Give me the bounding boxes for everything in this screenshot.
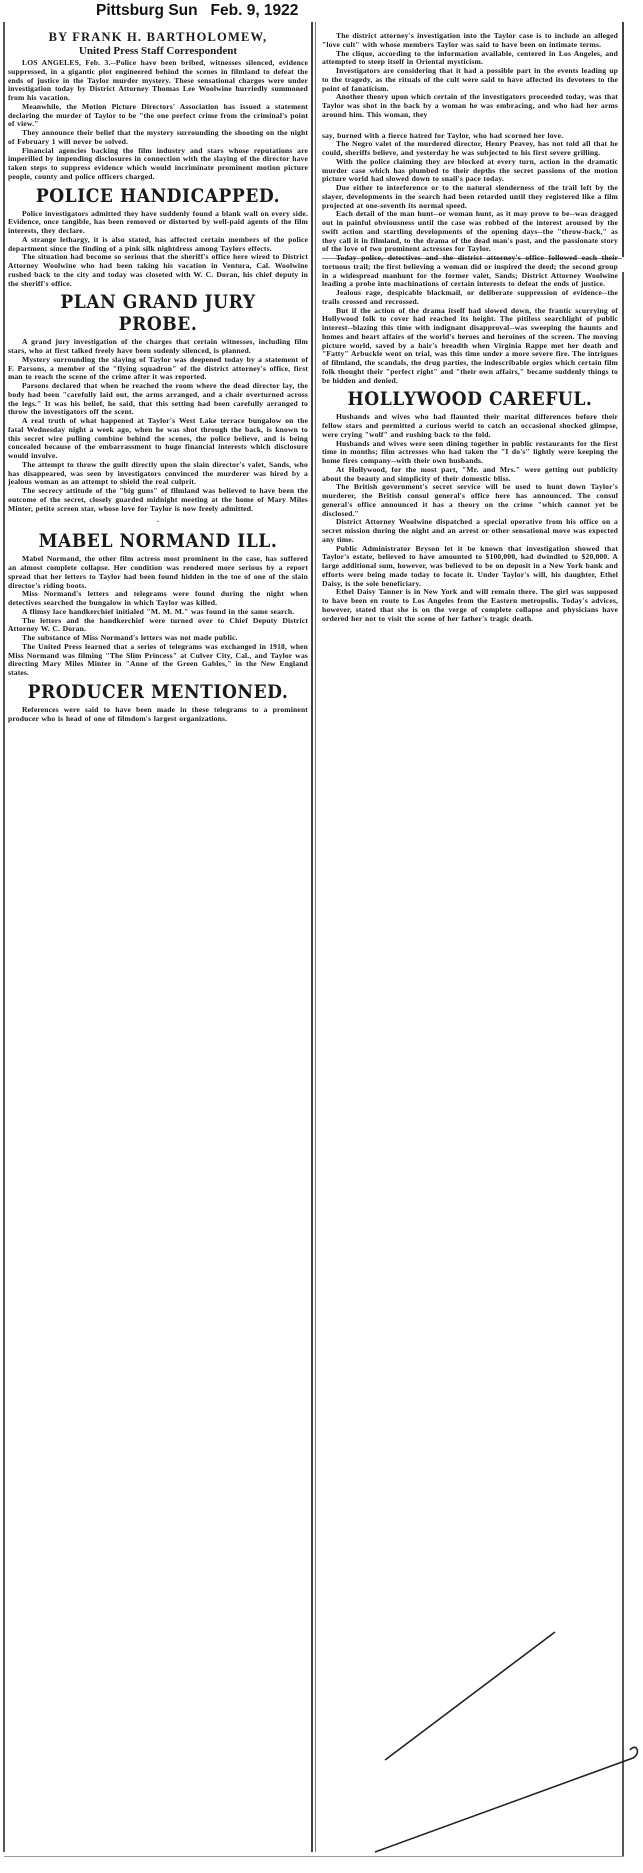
article-paragraph: A grand jury investigation of the charges that certain witnesses, including film stars, who at first talked freely have been sudenly silenced, is planned. [8, 337, 308, 355]
article-paragraph: Parsons declared that when he reached the room where the dead director lay, the body had been "carefully laid out, the arms arranged, and a chair overturned across the legs." It was his belief, he said, that this setting had been carefully arranged to throw the investigators off the scent. [8, 381, 308, 417]
byline-credit: United Press Staff Correspondent [78, 45, 238, 57]
article-paragraph: Ethel Daisy Tanner is in New York and will remain there. The girl was supposed to have been en route to Los Angeles from the Eastern metropolis. Today's advices, however, stated that she is on the verge of complete collapse and physicians have ordered her not to visit the scene of her father's tragic death. [322, 587, 618, 623]
article-paragraph: The British government's secret service will be used to hunt down Taylor's murderer, the British consul general's office here has announced. The consul general's office announced it has a theory on the crime "which cannot yet be disclosed." [322, 482, 618, 518]
article-paragraph: The district attorney's investigation into the Taylor case is to include an alleged "love cult" with whose members Taylor was said to have been on intimate terms. [322, 31, 618, 49]
column-rule-left [3, 22, 5, 1852]
newspaper-clipping [0, 22, 643, 1873]
article-paragraph: Miss Normand's letters and telegrams were found during the night when detectives searched the bungalow in which Taylor was killed. [8, 589, 308, 607]
article-paragraph: Due either to interference or to the natural slenderness of the trail left by the slayer, developments in the search had been retarded until they registered like a film projected at one-seventh its normal speed. [322, 183, 618, 210]
article-paragraph: The situation had become so serious that the sheriff's office here wired to District Attorney Woolwine who had been taking his vacation in Ventura, Cal. Woolwine rushed back to the city and today was closeted with W. C. Doran, his chief deputy in the sheriff's office. [8, 252, 308, 288]
masthead [0, 2, 643, 24]
article-paragraph: They announce their belief that the mystery surrounding the shooting on the night of February 1 will never be solved. [8, 128, 308, 146]
column-break-gap [322, 120, 618, 132]
column-rule-middle-thin [315, 22, 316, 1852]
column-rule-right-top [622, 22, 624, 257]
article-paragraph: Jealous rage, despicable blackmail, or deliberate suppression of evidence--the trails crossed and recrossed. [322, 288, 618, 306]
article-paragraph: A strange lethargy, it is also stated, has affected certain members of the police department since the finding of a pink silk nightdress among Taylors effects. [8, 234, 308, 253]
article-paragraph: Financial agencies backing the film industry and stars whose reputations are imperilled by impending disclosures in connection with the slaying of the director have taken steps to suppress evidence which would incriminate prominent motion picture people, county and police officers charged. [8, 145, 308, 181]
column-rule-right [622, 272, 624, 1857]
article-column-left [8, 22, 308, 1837]
article-paragraph: But if the action of the drama itself had slowed down, the frantic scurrying of Hollywood folk to cover had reached its height. The pitiless searchlight of public interest--blazing this time with indignant disapproval--was sweeping the haunts and homes and heart affairs of the world's heroes and heroines of the screen. The moving picture world, saved by a hair's breadth when Virginia Rappe met her death and "Fatty" Arbuckle went on trial, was this time under a more severe fire. The intrigues of filmland, the scandals, the drug parties, the indescribable orgies which certain film folk thought their "perfect right" and "their own affairs," became suddenly things to be hidden and denied. [322, 305, 618, 385]
article-paragraph: Mystery surrounding the slaying of Taylor was deepened today by a statement of F. Parsons, a member of the "flying squadron" of the district attorney's office, first man to reach the scene of the crime after it was reported. [8, 354, 308, 382]
masthead-label [96, 2, 298, 20]
article-paragraph: Husbands and wives who had flaunted their marital differences before their fellow stars and permitted a curious world to catch an occasional shocked glimpse, were crying "wolf" and rushing back to the fold. [322, 412, 618, 439]
section-headline: PRODUCER MENTIONED. [27, 680, 289, 703]
article-paragraph: The United Press learned that a series of telegrams was exchanged in 1918, when Miss Normand was filming "The Slim Princess" at Culver City, Cal., and Taylor was directing Mary Miles Minter in "Anne of the Green Gables," in the New England states. [8, 641, 308, 677]
left-column-body [8, 59, 308, 723]
article-paragraph: Meanwhile, the Motion Picture Directors' Association has issued a statement declaring the murder of Taylor to be "the one perfect crime from the criminal's point of view." [8, 101, 308, 129]
article-paragraph: Investigators are considering that it had a possible part in the events leading up to the tragedy, as the rituals of the cult were said to have affected its devotees to the point of fanaticism. [322, 66, 618, 93]
column-rule-middle [311, 22, 313, 1852]
article-paragraph: With the police claiming they are blocked at every turn, action in the dramatic murder case which has plumbed to their depths the secret passions of the motion picture world had slowed down to snail's pace today. [322, 156, 618, 184]
article-paragraph: Each detail of the man hunt--or woman hunt, as it may prove to be--was dragged out in painful obviousness until the case was robbed of the interest aroused by the swift action and startling developments of the opening days--the "throw-back," as they call it in filmland, to the drama of the dead man's past, and the passionate story of the love of two prominent actresses for Taylor. [322, 209, 618, 254]
article-paragraph: The attempt to throw the guilt directly upon the slain director's valet, Sands, who has disappeared, was seen by investigators convinced the murderer was hired by a jealous woman as an attempt to shield the real culprit. [8, 459, 308, 487]
article-column-right [322, 22, 618, 1857]
article-paragraph: A flimsy lace handkerchief initialed "M. M. M." was found in the same search. [22, 606, 295, 616]
article-paragraph: At Hollywood, for the most part, "Mr. and Mrs." were getting out publicity about the beauty and simplicity of their domestic bliss. [322, 464, 618, 483]
article-paragraph: Another theory upon which certain of the investigators proceeded today, was that Taylor was shot in the back by a woman he was embracing, and who had her arms around him. This woman, they [322, 92, 618, 119]
section-headline: MABEL NORMAND ILL. [38, 530, 278, 553]
article-paragraph: The substance of Miss Normand's letters was not made public. [22, 633, 238, 642]
article-paragraph: Today police, detectives and the district attorney's office followed each their tortuous trail; the first believing a woman did or inspired the deed; the second group in a widespread manhunt for the former valet, Sands; District Attorney Woolwine leading a probe into machinations of certain interests to defeat the ends of justice. [322, 253, 618, 289]
article-paragraph: Mabel Normand, the other film actress most prominent in the case, has suffered an almost complete collapse. Her condition was rendered more serious by a report spread that her letters to Taylor had been found hidden in the toe of one of the slain director's riding boots. [8, 554, 308, 590]
section-headline: POLICE HANDICAPPED. [35, 184, 281, 207]
article-paragraph: Police investigators admitted they have suddenly found a blank wall on every side. Evidence, once tangible, has been removed or distorted by well-paid agents of the film interests, they declare. [8, 208, 308, 235]
article-paragraph: LOS ANGELES, Feb. 3.--Police have been bribed, witnesses silenced, evidence suppressed, in a gigantic plot engineered behind the scenes in filmland to defeat the ends of justice in the Taylor murder mystery. These sensational charges were under investigation today by District Attorney Thomas Lee Woolwine hurriedly summoned from his vacation. [8, 58, 308, 102]
article-paragraph: Public Administrator Bryson let it be known that investigation showed that Taylor's estate, believed to have amounted to $100,000, had dwindled to $20,000. A large additional sum, however, was believed to be on deposit in a New York bank and efforts were being made today to locate it. Under Taylor's will, his daughter, Ethel Daisy, is the sole beneficiary. [322, 543, 618, 588]
publication-date: Feb. 9, 1922 [210, 2, 299, 19]
newspaper-name: Pittsburg Sun [96, 2, 198, 19]
byline: BY FRANK H. BARTHOLOMEW, [48, 30, 268, 44]
section-headline: HOLLYWOOD CAREFUL. [347, 388, 593, 411]
article-paragraph: District Attorney Woolwine dispatched a special operative from his office on a secret mission during the night and an arrest or other sensational move was expected any time. [322, 517, 618, 544]
article-paragraph: Husbands and wives were seen dining together in public restaurants for the first time in months; film actresses who had taken the "I do's" lightly were keeping the home fires company--with their own husbands. [322, 438, 618, 465]
right-column-body [322, 32, 618, 623]
article-paragraph: A real truth of what happened at Taylor's West Lake terrace bungalow on the fatal Wednesday night a week ago, when he was shot through the back, is known to this secret wire pulling combine behind the scenes, the police believe, and is being concealed because of the embarrassment to huge financial interests which disclosure would involve. [8, 416, 308, 460]
article-paragraph: References were said to have been made in these telegrams to a prominent producer who is head of one of filmdom's largest organizations. [8, 704, 308, 723]
article-paragraph: The secrecy attitude of the "big guns" of filmland was believed to have been the outcome of the secret, closely guarded midnight meeting at the home of Mary Miles Minter, petite screen star, whose love for Taylor is now freely admitted. [8, 486, 308, 513]
section-headline: PLAN GRAND JURY PROBE. [60, 291, 256, 336]
article-paragraph: The Negro valet of the murdered director, Henry Peavey, has not told all that he could, sheriffs believe, and yesterday he was subjected to his first severe grilling. [322, 139, 618, 157]
article-paragraph: The clique, according to the information available, centered in Los Angeles, and attempted to steep itself in Oriental mysticism. [322, 48, 618, 67]
separator-dot: . [156, 514, 160, 526]
article-paragraph: The letters and the handkerchief were turned over to Chief Deputy District Attorney W. C. Doran. [8, 615, 308, 634]
article-paragraph: say, burned with a fierce hatred for Taylor, who had scorned her love. [322, 130, 564, 140]
